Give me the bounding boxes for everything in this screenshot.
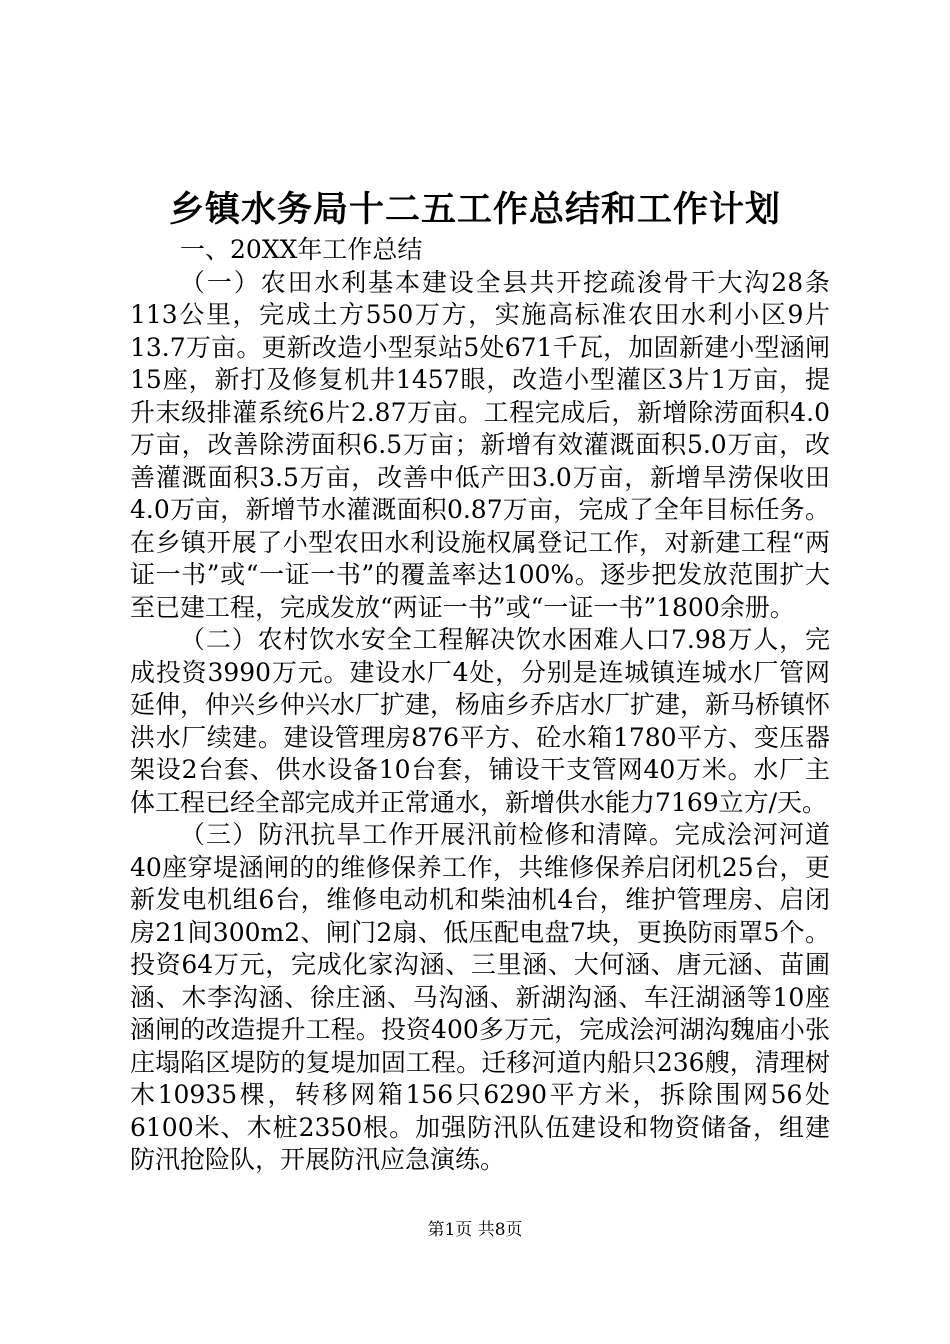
page-footer: 第1页 共8页 <box>427 1220 523 1240</box>
section-heading: 一、20XX年工作总结 <box>180 235 423 264</box>
document-title: 乡镇水务局十二五工作总结和工作计划 <box>168 189 781 230</box>
paragraph-flood-control: （三）防汛抗旱工作开展汛前检修和清障。完成浍河河道40座穿堤涵闸的的维修保养工作，共维修保养启闭机25台，更新发电机组6台，维修电动机和柴油机4台，维护管理房、启闭房21间300m2、闸门2扇、低压配电盘7块，更换防雨罩5个。投资64万元，完成化家沟涵、三里涵、大何涵、唐元涵、苗圃涵、木李沟涵、徐庄涵、马沟涵、新湖沟涵、车汪湖涵等10座涵闸的改造提升工程。投资400多万元，完成浍河湖沟魏庙小张庄塌陷区堤防的复堤加固工程。迁移河道内船只236艘，清理树木10935棵，转移网箱156只6290平方米，拆除围网56处6100米、木桩2350根。加强防汛队伍建设和物资储备，组建防汛抢险队，开展防汛应急演练。 <box>130 820 830 1174</box>
document-body <box>130 234 830 1177</box>
paragraph-drinking-water: （二）农村饮水安全工程解决饮水困难人口7.98万人，完成投资3990万元。建设水厂4处，分别是连城镇连城水厂管网延伸，仲兴乡仲兴水厂扩建，杨庙乡乔店水厂扩建，新马桥镇怀洪水厂续建。建设管理房876平方、砼水箱1780平方、变压器架设2台套、供水设备10台套，铺设干支管网40万米。水厂主体工程已经全部完成并正常通水，新增供水能力7169立方/天。 <box>130 625 831 817</box>
paragraph-farmland-water: （一）农田水利基本建设全县共开挖疏浚骨干大沟28条113公里，完成土方550万方，实施高标准农田水利小区9片13.7万亩。更新改造小型泵站5处671千瓦，加固新建小型涵闸15座，新打及修复机井1457眼，改造小型灌区3片1万亩，提升末级排灌系统6片2.87万亩。工程完成后，新增除涝面积4.0万亩，改善除涝面积6.5万亩；新增有效灌溉面积5.0万亩，改善灌溉面积3.5万亩，改善中低产田3.0万亩，新增旱涝保收田4.0万亩，新增节水灌溉面积0.87万亩，完成了全年目标任务。在乡镇开展了小型农田水利设施权属登记工作，对新建工程“两证一书”或“一证一书”的覆盖率达100%。逐步把发放范围扩大至已建工程，完成发放“两证一书”或“一证一书”1800余册。 <box>130 267 830 622</box>
